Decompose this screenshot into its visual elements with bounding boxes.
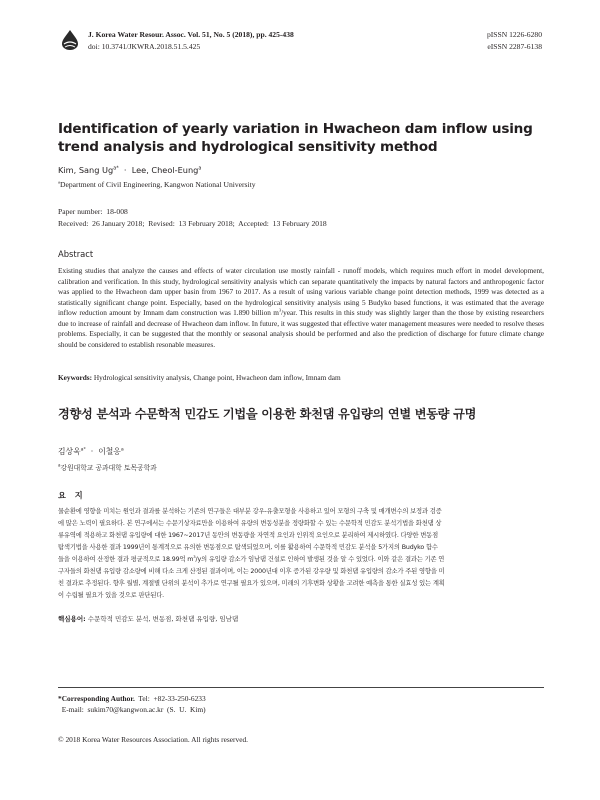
affiliation-text: Department of Civil Engineering, Kangwon National University [60,180,256,189]
english-authors [58,165,201,175]
english-title: Identification of yearly variation in Hwacheon dam inflow using trend analysis and hydrological sensitivity method [58,121,533,155]
corresponding-email: E-mail: sukim70@kangwon.ac.kr (S. U. Kim) [58,705,206,714]
journal-citation: J. Korea Water Resour. Assoc. Vol. 51, No. 5 (2018), pp. 425-438 [88,30,294,39]
korean-abstract-line-5b: /y의 유입량 감소가 임남댐 건설로 인하여 발생된 것을 알 수 있었다. 이와 같은 결과는 기존 연 [195,556,445,563]
keywords-text: Hydrological sensitivity analysis, Change point, Hwacheon dam inflow, Imnam dam [92,373,341,382]
author-separator: · [118,165,132,175]
copyright: © 2018 Korea Water Resources Association. All rights reserved. [58,735,249,744]
corresponding-label: *Corresponding Author. [58,694,135,703]
korean-abstract-body [58,506,544,602]
paper-info [58,206,327,230]
corresponding-author [58,693,206,715]
korean-keywords [58,614,238,623]
author-1-sup: a* [113,165,119,172]
korean-abstract-line: 물순환에 영향을 미치는 원인과 결과를 분석하는 기존의 연구들은 대부분 강우-유출모형을 사용하고 있어 모형의 구축 및 매개변수의 보정과 검증 [58,508,442,515]
korean-affiliation-sup: a [58,462,61,468]
author-1: Kim, Sang Ug [58,165,114,175]
korean-abstract-sup: 3 [193,553,196,559]
korean-keywords-label: 핵심용어: [58,615,86,623]
affiliation-sup: a [58,179,61,185]
korean-author-1: 김상욱 [58,447,81,456]
korean-abstract-line: 이 수립될 필요가 있을 것으로 판단된다. [58,592,165,599]
korean-author-separator: · [85,447,99,456]
korean-abstract-line: 류유역에 적용하고 화천댐 유입량에 대한 1967~2017년 동안의 변동량을 자연적 요인과 인위적 요인으로 분리하여 제시하였다. 다양한 변동점 [58,532,439,539]
korean-author-2: 이철응 [98,447,121,456]
english-keywords [58,373,544,382]
korean-abstract-line-5a: 들을 이용하여 산정한 결과 평균적으로 18.99억 m [58,556,194,563]
korean-abstract-line: 탐색기법을 사용한 결과 1999년이 통계적으로 유의한 변동점으로 탐색되었으며, 이를 활용하여 수문학적 민감도 분석을 5가지의 Budyko 함수 [58,544,438,551]
korean-authors [58,446,124,457]
korean-abstract-line: 에 많은 노력이 필요하다. 본 연구에서는 수문기상자료만을 이용하여 유량의 변동성분을 정량화할 수 있는 수문학적 민감도 분석기법을 화천댐 상 [58,520,442,527]
doi: doi: 10.3741/JKWRA.2018.51.5.425 [88,42,201,51]
footer-divider [58,687,544,688]
corresponding-tel: Tel: +82-33-250-6233 [134,694,206,703]
keywords-label: Keywords: [58,373,93,382]
journal-logo-icon [58,29,82,51]
abstract-sup: 3 [278,307,282,313]
pissn: pISSN 1226-6280 [486,30,542,39]
korean-abstract-heading: 요 지 [58,490,86,500]
korean-affiliation-text: 강원대학교 공과대학 토목공학과 [60,464,157,472]
korean-author-2-sup: a [120,447,124,453]
korean-abstract-line: 친 결과로 추정된다. 향후 월별, 계절별 단위의 분석이 추가로 연구될 필요가 있으며, 미래의 기후변화 상황을 고려한 예측을 통한 실효성 있는 계획 [58,580,445,587]
eissn: eISSN 2287-6138 [487,42,542,51]
paper-number: Paper number: 18-008 [58,207,128,216]
author-2-sup: a [198,165,202,172]
abstract-text-2: /year. This results in this study was slightly larger than the those by existing researchers due to increase of rainfall and decrease of Hwacheon dam inflow. In future, it was suggested that effective water management measures were needed to resolve theses problems. Especially, it can be suggested that the monthly or seasonal analysis should be performed and also the prediction of discharge for future climate change should be considered to establish resonable measures. [58,308,544,349]
author-2: Lee, Cheol-Eung [131,165,199,175]
paper-dates: Received: 26 January 2018; Revised: 13 February 2018; Accepted: 13 February 2018 [58,219,327,228]
korean-affiliation [58,462,157,472]
korean-abstract-line: 구자들의 화천댐 유입량 감소량에 비해 다소 크게 산정된 결과이며, 이는 2000년대 이후 증가된 강우량 및 화천댐 유입량의 감소가 주된 영향을 미 [58,568,445,575]
abstract-text-1: Existing studies that analyze the causes and effects of water circulation use mostly rainfall - runoff models, which requires much effort in model development, calibration and verification. In this study, hydrological sensitivity analysis which can separate quantitatively the impacts by natural factors and anthropogenic factor was applied to the Hwacheon dam upper basin from 1967 to 2017. As a result of using various variable change point detection methods, 1999 was detected as a statistically significant change point. Especially, based on the hydrological sensitivity analysis using 5 Budyko based functions, it was estimated that the average inflow reduction amount by Imnam dam construction was 1.890 billion m [58,266,544,317]
english-affiliation [58,180,256,189]
korean-author-1-sup: a* [80,447,86,453]
korean-abstract-line [58,554,544,566]
korean-keywords-text: 수문학적 민감도 분석, 변동점, 화천댐 유입량, 임남댐 [85,615,239,623]
korean-title: 경향성 분석과 수문학적 민감도 기법을 이용한 화천댐 유입량의 연별 변동량 규명 [58,407,477,421]
abstract-heading: Abstract [58,249,94,259]
abstract-body [58,266,544,350]
journal-header [58,29,542,55]
